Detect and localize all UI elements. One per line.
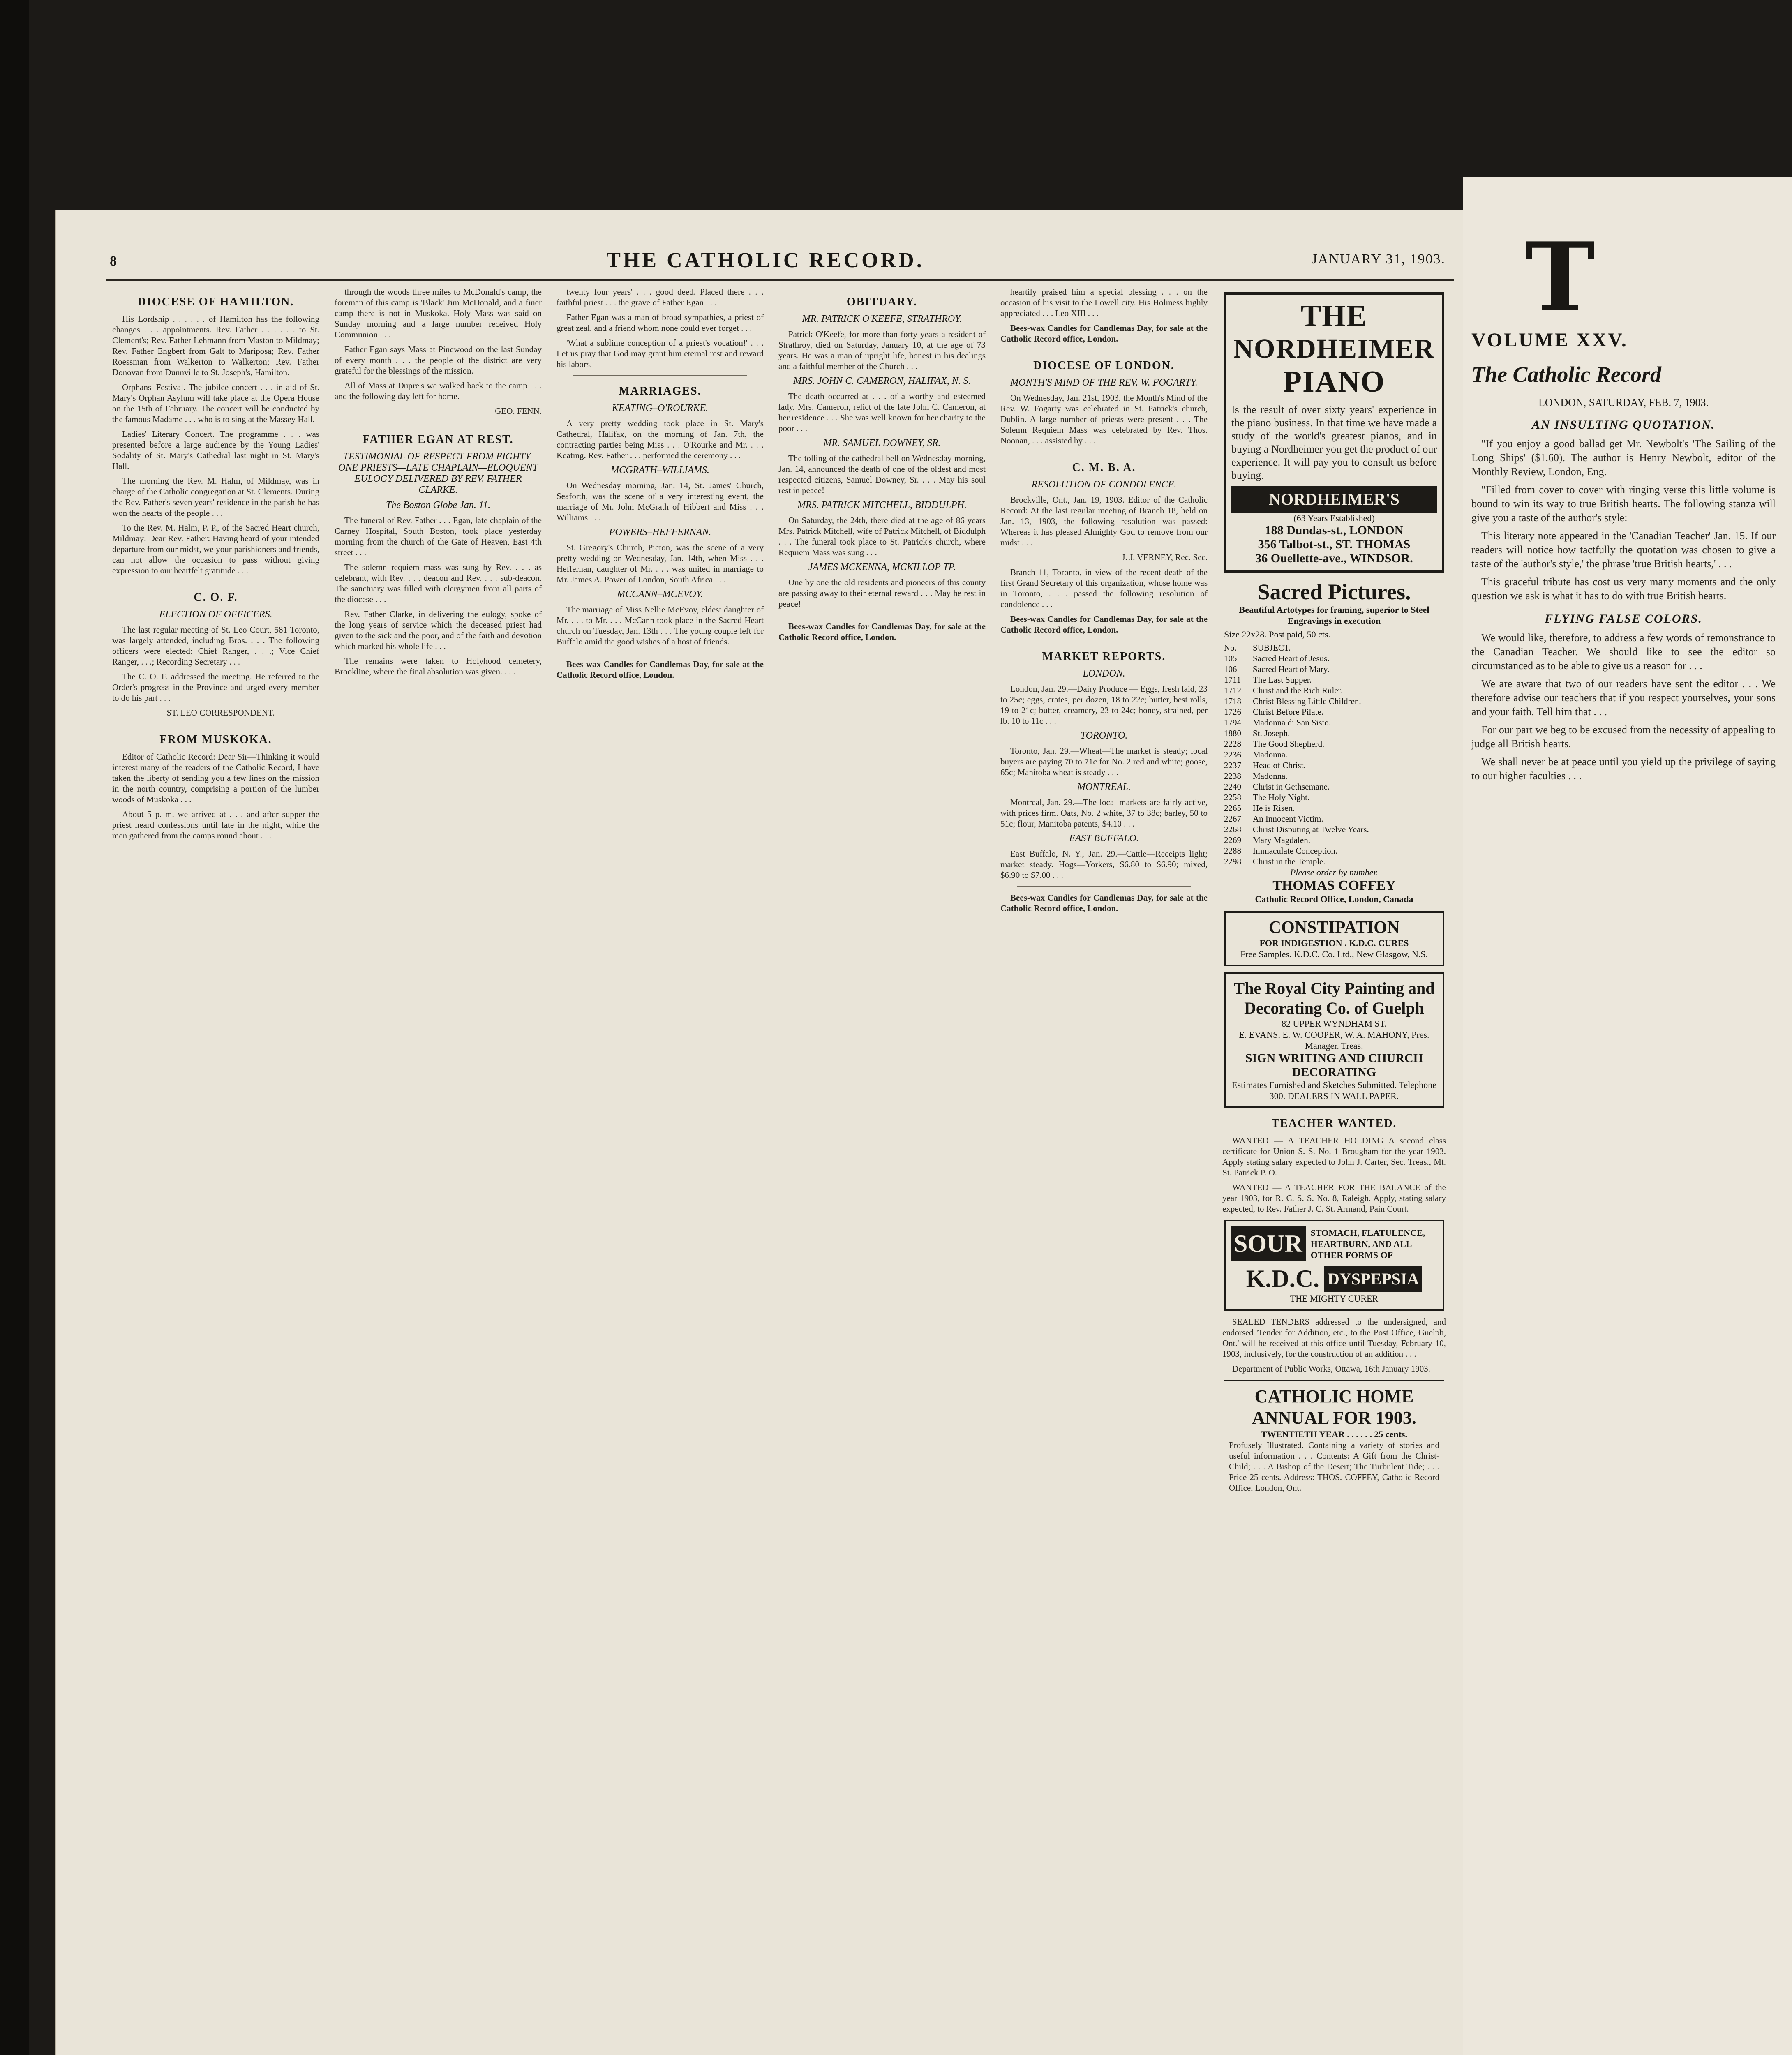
column-1 — [105, 286, 327, 2055]
picture-number: 2298 — [1224, 857, 1241, 866]
picture-number: 2288 — [1224, 846, 1241, 856]
picture-list-row — [1224, 803, 1444, 813]
paragraph: A very pretty wedding took place in St. Mary's Cathedral, Halifax, on the morning of Jan. 7th, the contracting parties being Miss . . . O'Rourke and Mr. . . . Keating. Rev. Father . . . performed the ceremony . . . — [557, 418, 764, 460]
classified-ad: WANTED — A TEACHER FOR THE BALANCE of the year 1903, for R. C. S. S. No. 8, Raleigh. Apply, stating salary expected, to Rev. Father J. C. St. Armand, Pain Court. — [1222, 1182, 1446, 1214]
market-place: EAST BUFFALO. — [1069, 833, 1139, 844]
next-page-body — [1471, 397, 1776, 787]
piano-ad-address: 188 Dundas-st., LONDON — [1265, 524, 1404, 537]
paragraph: For our part we beg to be excused from the necessity of appealing to judge all British hearts. — [1471, 724, 1776, 750]
piano-ad-address: 36 Ouellette-ave., WINDSOR. — [1255, 552, 1413, 565]
entry-title: MRS. PATRICK MITCHELL, BIDDULPH. — [797, 500, 967, 510]
article-heading: MARKET REPORTS. — [1042, 650, 1166, 663]
picture-number: 1794 — [1224, 718, 1241, 727]
scan-border — [0, 0, 29, 2055]
dateline: The Boston Globe Jan. 11. — [386, 500, 491, 510]
column-6-ads — [1215, 286, 1453, 2055]
picture-list-row — [1224, 760, 1444, 771]
masthead: THE CATHOLIC RECORD. — [606, 249, 924, 272]
page-header — [56, 210, 1474, 276]
signoff: ST. LEO CORRESPONDENT. — [166, 708, 275, 718]
picture-list-row — [1224, 813, 1444, 824]
paragraph: Brockville, Ont., Jan. 19, 1903. Editor of the Catholic Record: At the last regular meeting of Branch 18, held on Jan. 13, 1903, the following resolution was passed: Whereas it has pleased Almighty God to remove from our midst . . . — [1000, 495, 1208, 547]
paragraph: Rev. Father Clarke, in delivering the eulogy, spoke of the long years of service which the deceased priest had given to the sick and the poor, and of the faith and devotion which marked his whole life . . . — [335, 609, 542, 651]
column-4 — [771, 286, 993, 2055]
picture-number: 2267 — [1224, 814, 1241, 824]
entry-title: KEATING–O'ROURKE. — [612, 403, 709, 413]
picture-subject: Christ Disputing at Twelve Years. — [1253, 824, 1369, 834]
kdc-ad-cure: DYSPEPSIA — [1324, 1266, 1422, 1292]
divider — [343, 423, 533, 424]
columns — [105, 286, 1453, 2055]
picture-list-row — [1224, 792, 1444, 803]
notice: Bees-wax Candles for Candlemas Day, for sale at the Catholic Record office, London. — [778, 621, 986, 642]
paragraph: Father Egan says Mass at Pinewood on the last Sunday of every month . . . the people of the district are very grateful for the blessings of the mission. — [335, 344, 542, 376]
paragraph: All of Mass at Dupre's we walked back to the camp . . . and the following day left for home. — [335, 381, 542, 401]
article-heading: DIOCESE OF LONDON. — [1033, 359, 1175, 372]
column-5 — [993, 286, 1215, 2055]
pictures-list — [1224, 642, 1444, 867]
kdc-ad-brand: K.D.C. — [1246, 1265, 1320, 1292]
paragraph: The solemn requiem mass was sung by Rev. . . . as celebrant, with Rev. . . . deacon and Rev. . . . sub-deacon. The sanctuary was filled with clergymen from all parts of the diocese . . . — [335, 562, 542, 604]
annual-ad-text: Profusely Illustrated. Containing a variety of stories and useful information . . . Contents: A Gift from the Christ-Child; . . . A Bishop of the Desert; The Turbulent Tide; . . . Price 25 cents. Address: THOS. COFFEY, Catholic Record Office, London, Ont. — [1229, 1440, 1439, 1493]
piano-ad-line: THE — [1300, 299, 1368, 333]
paragraph: Editor of Catholic Record: Dear Sir—Thinking it would interest many of the readers of the Catholic Record, I have taken the liberty of sending you a few lines on the mission in the north country, comprising a portion of the lumber woods of Muskoka . . . — [112, 752, 319, 804]
picture-number: 2268 — [1224, 824, 1241, 834]
paragraph: His Lordship . . . . . . of Hamilton has the following changes . . . appointments. Rev. Father . . . . . . to St. Clement's; Rev. Father Lehmann from Maston to Mildmay; Rev. Father Engbert from Galt to Mariposa; Rev. Father Roessman from Walkerton to Walkerton; Rev. Father Donovan from Dunnville to St. Joseph's, Hamilton. — [112, 314, 319, 377]
kdc-ad-top: CONSTIPATION — [1268, 918, 1400, 937]
picture-list-row — [1224, 845, 1444, 856]
notice: Bees-wax Candles for Candlemas Day, for sale at the Catholic Record office, London. — [1000, 614, 1208, 635]
picture-subject: Sacred Heart of Jesus. — [1253, 653, 1330, 663]
divider — [1017, 886, 1191, 887]
kdc-ad-bottom: Free Samples. K.D.C. Co. Ltd., New Glasgow, N.S. — [1240, 949, 1428, 959]
paragraph: twenty four years' . . . good deed. Placed there . . . faithful priest . . . the grave of Father Egan . . . — [557, 287, 764, 307]
picture-subject: St. Joseph. — [1253, 728, 1290, 738]
pictures-ad-sub: Beautiful Artotypes for framing, superior to Steel Engravings in execution — [1239, 605, 1429, 626]
picture-number: 1726 — [1224, 707, 1241, 717]
article-heading: MARRIAGES. — [619, 385, 702, 397]
notice: Bees-wax Candles for Candlemas Day, for sale at the Catholic Record office, London. — [1000, 323, 1208, 344]
paragraph: This literary note appeared in the 'Canadian Teacher' Jan. 15. If our readers will notice how tactfully the quotation was chosen to give a taste of the 'author's style,' the phrase 'true British hearts,' . . . — [1471, 530, 1776, 570]
column-2 — [327, 286, 549, 2055]
picture-number: 105 — [1224, 653, 1237, 663]
picture-list-row — [1224, 856, 1444, 867]
issue-date: JANUARY 31, 1903. — [1312, 252, 1446, 267]
kdc-dyspepsia-ad — [1224, 1220, 1444, 1311]
paragraph: We shall never be at peace until you yield up the privilege of saying to our higher faculties . . . — [1471, 756, 1776, 782]
paragraph: The last regular meeting of St. Leo Court, 581 Toronto, was largely attended, including Bros. . . . The following officers were elected: Chief Ranger, . . .; Vice Chief Ranger, . . .; Recording Secretary . . . — [112, 625, 319, 667]
header-rule — [106, 279, 1454, 281]
paragraph: To the Rev. M. Halm, P. P., of the Sacred Heart church, Mildmay: Dear Rev. Father: Having heard of your intended departure from our midst, we your parishioners and friends, can not allow the occasion to pass without giving expression to our heartfelt gratitude . . . — [112, 523, 319, 575]
next-page-logo: T — [1525, 222, 1596, 333]
paragraph: The morning the Rev. M. Halm, of Mildmay, was in charge of the Catholic congregation at St. Clements. During the Rev. Father's seven years' residence in the parish he has won the hearts of the people . . . — [112, 476, 319, 518]
picture-list-row — [1224, 728, 1444, 739]
article-heading: C. M. B. A. — [1072, 461, 1136, 474]
picture-list-row — [1224, 835, 1444, 845]
article-heading: AN INSULTING QUOTATION. — [1531, 418, 1716, 432]
paragraph: On Wednesday morning, Jan. 14, St. James' Church, Seaforth, was the scene of a very interesting event, the marriage of Mr. John McGrath of Hibbert and Miss . . . Williams . . . — [557, 480, 764, 522]
picture-list-row — [1224, 781, 1444, 792]
picture-subject: An Innocent Victim. — [1253, 814, 1323, 824]
pictures-ad-title: Sacred Pictures. — [1257, 580, 1411, 604]
picture-number: 1712 — [1224, 686, 1241, 695]
paragraph: The remains were taken to Holyhood cemetery, Brookline, where the final absolution was given. . . . — [335, 656, 542, 677]
paragraph: "Filled from cover to cover with ringing verse this little volume is bound to win its way to true British hearts. The following stanza will give you a taste of the author's style: — [1471, 484, 1776, 524]
next-page-edge — [1463, 177, 1792, 2055]
entry-title: MCGRATH–WILLIAMS. — [611, 465, 709, 476]
kdc-ad-mid: FOR INDIGESTION . K.D.C. CURES — [1259, 938, 1409, 948]
market-report: London, Jan. 29.—Dairy Produce — Eggs, fresh laid, 23 to 25c; eggs, crates, per dozen, 18 to 22c; butter, best rolls, 19 to 21c; butter, creamery, 23 to 24c; honey, strained, per lb. 10 to 11c . . . — [1000, 684, 1208, 726]
kdc-ad-tag: THE MIGHTY CURER — [1290, 1293, 1379, 1304]
divider — [573, 375, 747, 376]
pictures-ad-note: Please order by number. — [1290, 867, 1379, 877]
picture-number: 2265 — [1224, 803, 1241, 813]
next-page-dateline: LONDON, SATURDAY, FEB. 7, 1903. — [1538, 397, 1709, 409]
article-subheading: MONTH'S MIND OF THE REV. W. FOGARTY. — [1010, 377, 1198, 388]
picture-number: 1880 — [1224, 728, 1241, 738]
painting-ad — [1224, 972, 1444, 1108]
picture-number: 1718 — [1224, 696, 1241, 706]
picture-number: 1711 — [1224, 675, 1241, 685]
paragraph: through the woods three miles to McDonald's camp, the foreman of this camp is 'Black' Jim McDonald, and a finer camp there is not in Muskoka. Holy Mass was said on Sunday morning and a large number received Holy Communion . . . — [335, 287, 542, 339]
picture-subject: The Good Shepherd. — [1253, 739, 1325, 749]
article-subheading: ELECTION OF OFFICERS. — [159, 609, 272, 620]
tender-notice: SEALED TENDERS addressed to the undersigned, and endorsed 'Tender for Addition, etc., to the Post Office, Guelph, Ont.' will be received at this office until Tuesday, February 10, 1903, inclusively, for the construction of an addition . . . — [1222, 1317, 1446, 1359]
picture-list-row — [1224, 749, 1444, 760]
piano-ad-line: PIANO — [1283, 365, 1386, 399]
entry-title: MRS. JOHN C. CAMERON, HALIFAX, N. S. — [793, 376, 971, 386]
piano-ad-sub: (63 Years Established) — [1293, 513, 1375, 523]
paragraph: One by one the old residents and pioneers of this county are passing away to their eternal reward . . . May he rest in peace! — [778, 577, 986, 609]
kdc-ad-row — [1231, 1265, 1438, 1293]
paragraph: The marriage of Miss Nellie McEvoy, eldest daughter of Mr. . . . to Mr. . . . McCann took place in the Sacred Heart church on Tuesday, Jan. 13th . . . The young couple left for Buffalo amid the good wishes of a host of friends. — [557, 605, 764, 647]
paragraph: This graceful tribute has cost us very many moments and the only question we ask is what it has to do with true British hearts. — [1471, 576, 1776, 602]
picture-subject: Sacred Heart of Mary. — [1253, 664, 1330, 674]
picture-list-row — [1224, 674, 1444, 685]
picture-number: 106 — [1224, 664, 1237, 674]
picture-list-row — [1224, 696, 1444, 707]
entry-title: MR. SAMUEL DOWNEY, SR. — [823, 438, 941, 448]
picture-subject: The Last Supper. — [1253, 675, 1312, 685]
piano-ad-store: NORDHEIMER'S — [1231, 486, 1437, 513]
tender-notice: Department of Public Works, Ottawa, 16th January 1903. — [1232, 1364, 1430, 1374]
paragraph: Branch 11, Toronto, in view of the recent death of the first Grand Secretary of this organization, whose home was in Toronto, . . . passed the following resolution of condolence . . . — [1000, 567, 1208, 609]
paragraph: On Saturday, the 24th, there died at the age of 86 years Mrs. Patrick Mitchell, wife of Patrick Mitchell, of Biddulph . . . The funeral took place to St. Patrick's church, where Requiem Mass was sung . . . — [778, 515, 986, 557]
annual-ad — [1224, 1380, 1444, 1502]
painting-ad-names: E. EVANS, E. W. COOPER, W. A. MAHONY, Pres. Manager. Treas. — [1239, 1030, 1429, 1051]
article-heading: FATHER EGAN AT REST. — [363, 433, 514, 446]
entry-title: POWERS–HEFFERNAN. — [609, 527, 711, 538]
entry-title: MCCANN–MCEVOY. — [617, 589, 703, 600]
next-page-title: The Catholic Record — [1471, 362, 1661, 387]
picture-subject: Madonna. — [1253, 771, 1288, 781]
signoff: J. J. VERNEY, Rec. Sec. — [1122, 552, 1208, 562]
classified-ad: WANTED — A TEACHER HOLDING A second class certificate for Union S. S. No. 1 Brougham for the year 1903. Apply stating salary expected to John J. Carter, Sec. Treas., Mt. St. Patrick P. O. — [1222, 1136, 1446, 1178]
picture-number: 2237 — [1224, 760, 1241, 770]
paragraph: On Wednesday, Jan. 21st, 1903, the Month's Mind of the Rev. W. Fogarty was celebrated in St. Patrick's church, Dublin. A large number of priests were present . . . The Solemn Requiem Mass was celebrated by Rev. Thos. Noonan, . . . assisted by . . . — [1000, 393, 1208, 446]
pictures-ad — [1224, 580, 1444, 905]
paragraph: About 5 p. m. we arrived at . . . and after supper the priest heard confessions until late in the night, while the men gathered from the camps round about . . . — [112, 809, 319, 840]
picture-subject: Christ and the Rich Ruler. — [1253, 686, 1343, 695]
picture-list-row — [1224, 707, 1444, 717]
kdc-ad-big: SOUR — [1231, 1226, 1306, 1261]
picture-number: 2258 — [1224, 792, 1241, 802]
picture-subject: Christ Before Pilate. — [1253, 707, 1324, 717]
paragraph: The death occurred at . . . of a worthy and esteemed lady, Mrs. Cameron, relict of the late John C. Cameron, at her residence . . . She was well known for her charity to the poor . . . — [778, 391, 986, 433]
market-place: LONDON. — [1083, 668, 1125, 679]
article-heading: FROM MUSKOKA. — [159, 733, 272, 746]
paragraph: The funeral of Rev. Father . . . Egan, late chaplain of the Carney Hospital, South Boston, took place yesterday morning from the church of the Gate of Heaven, East 4th street . . . — [335, 515, 542, 557]
market-place: TORONTO. — [1080, 730, 1128, 741]
article-heading: DIOCESE OF HAMILTON. — [137, 296, 294, 308]
signoff: GEO. FENN. — [495, 406, 542, 416]
notice: Bees-wax Candles for Candlemas Day, for sale at the Catholic Record office, London. — [557, 659, 764, 680]
pictures-ad-seller-address: Catholic Record Office, London, Canada — [1255, 894, 1413, 904]
entry-title: JAMES MCKENNA, MCKILLOP TP. — [808, 562, 956, 573]
picture-number: 2269 — [1224, 835, 1241, 845]
picture-number: 2236 — [1224, 750, 1241, 760]
picture-subject: Mary Magdalen. — [1253, 835, 1310, 845]
paragraph: Ladies' Literary Concert. The programme . . . was presented before a large audience by the Young Ladies' Sodality of St. Mary's Cathedral last night in St. Mary's Hall. — [112, 429, 319, 471]
picture-number: 2228 — [1224, 739, 1241, 749]
painting-ad-title: Decorating Co. of Guelph — [1244, 999, 1424, 1017]
painting-ad-line: SIGN WRITING AND CHURCH DECORATING — [1245, 1051, 1423, 1079]
article-subheading: RESOLUTION OF CONDOLENCE. — [1031, 479, 1177, 490]
next-page-volume: VOLUME XXV. — [1471, 329, 1628, 351]
annual-ad-title: CATHOLIC HOME ANNUAL FOR 1903. — [1252, 1386, 1416, 1428]
pictures-ad-seller: THOMAS COFFEY — [1272, 878, 1396, 893]
market-report: Montreal, Jan. 29.—The local markets are fairly active, with prices firm. Oats, No. 2 white, 37 to 38c; barley, 50 to 51c; flour, Manitoba patents, $4.10 . . . — [1000, 797, 1208, 829]
column-3 — [549, 286, 771, 2055]
kdc-constipation-ad — [1224, 911, 1444, 966]
paragraph: St. Gregory's Church, Picton, was the scene of a very pretty wedding on Wednesday, Jan. 14th, when Miss . . . Heffernan, daughter of Mr. . . . was united in marriage to Mr. James A. Power of London, South Africa . . . — [557, 543, 764, 584]
annual-ad-edition: TWENTIETH YEAR . . . . . . 25 cents. — [1261, 1429, 1408, 1439]
kdc-ad-line: STOMACH, FLATULENCE, HEARTBURN, AND ALL OTHER FORMS OF — [1310, 1228, 1425, 1260]
paragraph: Orphans' Festival. The jubilee concert . . . in aid of St. Mary's Orphan Asylum will take place at the Opera House on the 15th of February. The concert will be conducted by the famous Madame . . . who is to sing at the Massey Hall. — [112, 382, 319, 424]
piano-ad-text: Is the result of over sixty years' experience in the piano business. In that time we have made a study of the world's greatest pianos, and in buying a Nordheimer you get the product of our experience. It will pay you to consult us before buying. — [1231, 404, 1437, 481]
paragraph: We are aware that two of our readers have sent the editor . . . We therefore advise our teachers that if you respect yourselves, your sons and your faith. Tell him that . . . — [1471, 678, 1776, 718]
paragraph: Father Egan was a man of broad sympathies, a priest of great zeal, and a friend whom none could ever forget . . . — [557, 312, 764, 333]
picture-subject: He is Risen. — [1253, 803, 1295, 813]
picture-subject: Christ Blessing Little Children. — [1253, 696, 1361, 706]
picture-list-row — [1224, 824, 1444, 835]
piano-ad — [1224, 292, 1444, 573]
picture-subject: Immaculate Conception. — [1253, 846, 1338, 856]
picture-subject: Madonna. — [1253, 750, 1288, 760]
page-number: 8 — [110, 254, 117, 269]
picture-list-row — [1224, 653, 1444, 664]
piano-ad-address: 356 Talbot-st., ST. THOMAS — [1258, 538, 1411, 551]
paragraph: 'What a sublime conception of a priest's vocation!' . . . Let us pray that God may grant him eternal rest and reward his labors. — [557, 338, 764, 369]
newspaper-page — [55, 210, 1475, 2055]
entry-title: MR. PATRICK O'KEEFE, STRATHROY. — [802, 314, 962, 324]
picture-number: 2240 — [1224, 782, 1241, 792]
paragraph: The C. O. F. addressed the meeting. He referred to the Order's progress in the Province and urged every member to do his part . . . — [112, 672, 319, 703]
picture-subject: Madonna di San Sisto. — [1253, 718, 1331, 727]
market-place: MONTREAL. — [1077, 782, 1131, 792]
picture-list-row — [1224, 771, 1444, 781]
painting-ad-title: The Royal City Painting and — [1233, 979, 1435, 997]
article-heading: C. O. F. — [194, 591, 238, 604]
article-heading: OBITUARY. — [846, 296, 918, 308]
picture-list-row — [1224, 685, 1444, 696]
piano-ad-brand: NORDHEIMER — [1233, 334, 1435, 364]
picture-subject: The Holy Night. — [1253, 792, 1310, 802]
paragraph: The tolling of the cathedral bell on Wednesday morning, Jan. 14, announced the death of one of the oldest and most respected citizens, Samuel Downey, Sr. . . . May his soul rest in peace! — [778, 453, 986, 495]
picture-list-row — [1224, 717, 1444, 728]
picture-subject: Christ in the Temple. — [1253, 857, 1326, 866]
market-report: Toronto, Jan. 29.—Wheat—The market is steady; local buyers are paying 70 to 71c for No. 2 red and white; goose, 65c; Manitoba wheat is steady . . . — [1000, 746, 1208, 777]
market-report: East Buffalo, N. Y., Jan. 29.—Cattle—Receipts light; market steady. Hogs—Yorkers, $6.80 to $6.90; mixed, $6.90 to $7.00 . . . — [1000, 849, 1208, 880]
picture-number: No. — [1224, 643, 1237, 653]
painting-ad-note: Estimates Furnished and Sketches Submitted. Telephone 300. DEALERS IN WALL PAPER. — [1232, 1080, 1436, 1101]
article-heading: FLYING FALSE COLORS. — [1545, 612, 1702, 626]
picture-list-row — [1224, 642, 1444, 653]
notice: Bees-wax Candles for Candlemas Day, for sale at the Catholic Record office, London. — [1000, 893, 1208, 913]
kdc-ad-row — [1231, 1226, 1438, 1261]
paragraph: Patrick O'Keefe, for more than forty years a resident of Strathroy, died on Saturday, January 10, at the age of 73 years. He was a man of upright life, honest in his dealings and a faithful member of the Church . . . — [778, 329, 986, 371]
picture-list-row — [1224, 664, 1444, 674]
picture-subject: SUBJECT. — [1253, 643, 1291, 653]
painting-ad-address: 82 UPPER WYNDHAM ST. — [1282, 1018, 1387, 1029]
article-subheading: TESTIMONIAL OF RESPECT FROM EIGHTY-ONE PRIESTS—LATE CHAPLAIN—ELOQUENT EULOGY DELIVERED BY REV. FATHER CLARKE. — [338, 451, 538, 495]
picture-number: 2238 — [1224, 771, 1241, 781]
article-heading: TEACHER WANTED. — [1271, 1117, 1397, 1130]
paragraph: We would like, therefore, to address a few words of remonstrance to the Canadian Teacher. We should like to see the editor so circumstanced as to be able to give us a reason for . . . — [1471, 632, 1776, 672]
paragraph: heartily praised him a special blessing . . . on the occasion of his visit to the Lowell city. His Holiness highly appreciated . . . Leo XIII . . . — [1000, 287, 1208, 318]
picture-subject: Head of Christ. — [1253, 760, 1306, 770]
paragraph: "If you enjoy a good ballad get Mr. Newbolt's 'The Sailing of the Long Ships' ($1.60). The author is Henry Newbolt, editor of the Monthly Review, London, Eng. — [1471, 438, 1776, 478]
picture-list-row — [1224, 739, 1444, 749]
next-page-header — [1463, 177, 1792, 333]
picture-subject: Christ in Gethsemane. — [1253, 782, 1330, 792]
pictures-ad-size: Size 22x28. Post paid, 50 cts. — [1224, 629, 1331, 640]
